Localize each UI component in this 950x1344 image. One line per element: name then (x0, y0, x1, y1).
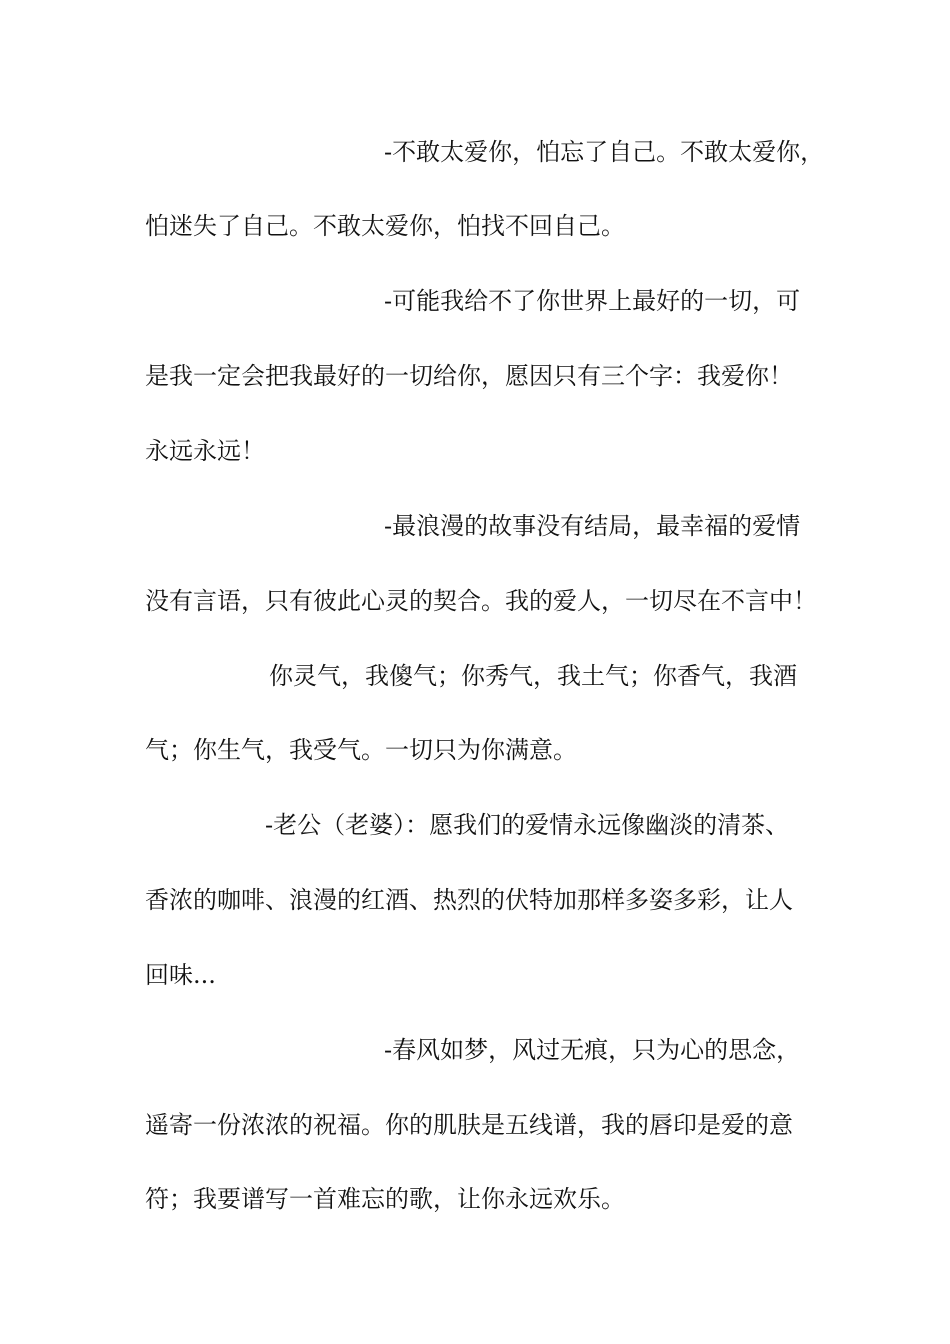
paragraph-3-line-2: 没有言语，只有彼此心灵的契合。我的爱人，一切尽在不言中！ (145, 587, 817, 615)
paragraph-4-line-2: 气；你生气，我受气。一切只为你满意。 (145, 736, 577, 764)
paragraph-5-line-3: 回味... (145, 961, 216, 989)
paragraph-6-line-1: -春风如梦，风过无痕，只为心的思念， (384, 1036, 801, 1064)
paragraph-5-line-1: -老公（老婆）：愿我们的爱情永远像幽淡的清茶、 (265, 811, 790, 839)
paragraph-2-line-2: 是我一定会把我最好的一切给你，愿因只有三个字：我爱你！ (145, 362, 793, 390)
paragraph-6-line-2: 遥寄一份浓浓的祝福。你的肌肤是五线谱，我的唇印是爱的意 (145, 1111, 793, 1139)
paragraph-3-line-1: -最浪漫的故事没有结局，最幸福的爱情 (384, 512, 801, 540)
paragraph-1-line-1: -不敢太爱你，怕忘了自己。不敢太爱你， (384, 138, 825, 166)
paragraph-2-line-1: -可能我给不了你世界上最好的一切，可 (384, 287, 801, 315)
paragraph-4-line-1: 你灵气，我傻气；你秀气，我土气；你香气，我酒 (269, 662, 797, 690)
paragraph-2-line-3: 永远永远！ (145, 437, 265, 465)
paragraph-1-line-2: 怕迷失了自己。不敢太爱你，怕找不回自己。 (145, 212, 625, 240)
paragraph-6-line-3: 符；我要谱写一首难忘的歌，让你永远欢乐。 (145, 1185, 625, 1213)
paragraph-5-line-2: 香浓的咖啡、浪漫的红酒、热烈的伏特加那样多姿多彩，让人 (145, 886, 793, 914)
